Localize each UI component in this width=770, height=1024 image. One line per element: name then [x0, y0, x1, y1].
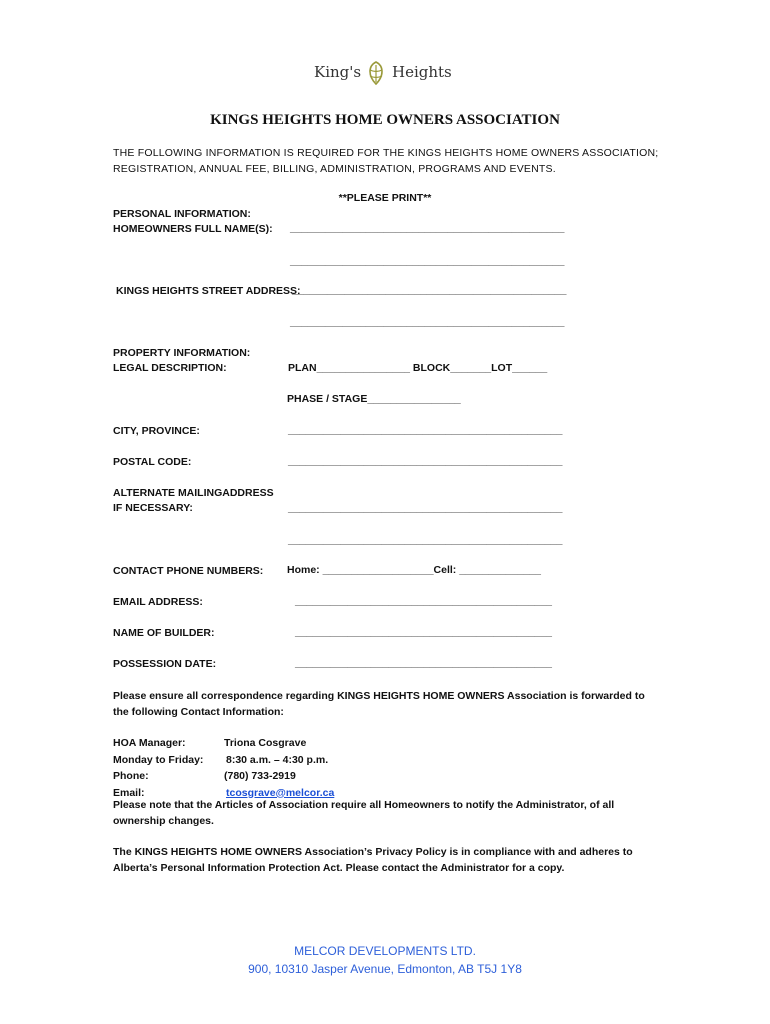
street-address-label: KINGS HEIGHTS STREET ADDRESS: — [116, 285, 301, 297]
intro-line-2: REGISTRATION, ANNUAL FEE, BILLING, ADMINISTRATION, PROGRAMS AND EVENTS. — [113, 163, 556, 175]
logo-text-right: Heights — [392, 63, 452, 81]
alternate-mailing-label: ALTERNATE MAILINGADDRESS — [113, 487, 274, 499]
phone-number: (780) 733-2919 — [224, 770, 296, 782]
document-title: KINGS HEIGHTS HOME OWNERS ASSOCIATION — [210, 112, 560, 128]
alternate-mailing-field-1[interactable]: _______________________________________________ — [288, 502, 563, 514]
email-link[interactable]: tcosgrave@melcor.ca — [226, 786, 335, 799]
email-address-field[interactable]: ____________________________________________ — [295, 595, 552, 607]
kings-heights-logo — [312, 58, 458, 88]
homeowners-name-field-2[interactable]: _______________________________________________ — [290, 255, 565, 267]
footer-address: 900, 10310 Jasper Avenue, Edmonton, AB T5J 1Y8 — [248, 962, 522, 976]
contact-values — [224, 735, 334, 801]
contact-phone-label: CONTACT PHONE NUMBERS: — [113, 565, 264, 577]
correspondence-line-2: the following Contact Information: — [113, 706, 284, 718]
hoa-manager-name: Triona Cosgrave — [224, 737, 307, 749]
alternate-mailing-field-2[interactable]: _______________________________________________ — [288, 534, 563, 546]
postal-code-label: POSTAL CODE: — [113, 456, 192, 468]
home-cell-phone-field[interactable]: Home: ___________________Cell: ______________ — [287, 564, 541, 576]
correspondence-note — [113, 688, 663, 720]
legal-description-label: LEGAL DESCRIPTION: — [113, 362, 227, 374]
email-label: Email: — [113, 786, 145, 799]
city-province-label: CITY, PROVINCE: — [113, 425, 200, 437]
builder-name-field[interactable]: ____________________________________________ — [295, 626, 552, 638]
property-info-heading: PROPERTY INFORMATION: — [113, 347, 251, 359]
phone-label: Phone: — [113, 770, 149, 782]
personal-info-heading: PERSONAL INFORMATION: — [113, 208, 251, 220]
articles-note — [113, 797, 663, 829]
hoa-manager-label: HOA Manager: — [113, 737, 186, 749]
office-hours: 8:30 a.m. – 4:30 p.m. — [226, 753, 329, 766]
postal-code-field[interactable]: _______________________________________________ — [288, 455, 563, 467]
articles-line-1: Please note that the Articles of Association require all Homeowners to notify the Administrator, of all — [113, 799, 615, 811]
homeowners-name-label: HOMEOWNERS FULL NAME(S): — [113, 223, 273, 235]
please-print-note: **PLEASE PRINT** — [338, 192, 432, 204]
privacy-note — [113, 844, 663, 876]
logo-text-left: King's — [314, 63, 362, 81]
email-address-label: EMAIL ADDRESS: — [113, 596, 203, 608]
hours-label: Monday to Friday: — [113, 753, 204, 766]
possession-date-label: POSSESSION DATE: — [113, 658, 217, 670]
correspondence-line-1: Please ensure all correspondence regarding KINGS HEIGHTS HOME OWNERS Association is forwarded to — [113, 690, 645, 702]
articles-line-2: ownership changes. — [113, 815, 214, 827]
leaf-icon — [364, 60, 388, 86]
intro-text — [113, 145, 658, 177]
privacy-line-2: Alberta’s Personal Information Protection Act. Please contact the Administrator for a copy. — [113, 862, 565, 874]
city-province-field[interactable]: _______________________________________________ — [288, 424, 563, 436]
street-address-field-1[interactable]: _______________________________________________ — [292, 284, 567, 296]
phase-stage-field[interactable]: PHASE / STAGE________________ — [287, 393, 461, 405]
builder-name-label: NAME OF BUILDER: — [113, 627, 215, 639]
privacy-line-1: The KINGS HEIGHTS HOME OWNERS Association’s Privacy Policy is in compliance with and adheres to — [113, 846, 633, 858]
intro-line-1: THE FOLLOWING INFORMATION IS REQUIRED FOR THE KINGS HEIGHTS HOME OWNERS ASSOCIATION; — [113, 147, 659, 159]
homeowners-name-field-1[interactable]: _______________________________________________ — [290, 222, 565, 234]
plan-block-lot-field[interactable]: PLAN________________ BLOCK_______LOT______ — [288, 362, 548, 374]
possession-date-field[interactable]: ____________________________________________ — [295, 657, 552, 669]
if-necessary-label: IF NECESSARY: — [113, 502, 193, 514]
contact-labels — [113, 735, 203, 801]
street-address-field-2[interactable]: _______________________________________________ — [290, 316, 565, 328]
footer-company: MELCOR DEVELOPMENTS LTD. — [294, 944, 476, 958]
